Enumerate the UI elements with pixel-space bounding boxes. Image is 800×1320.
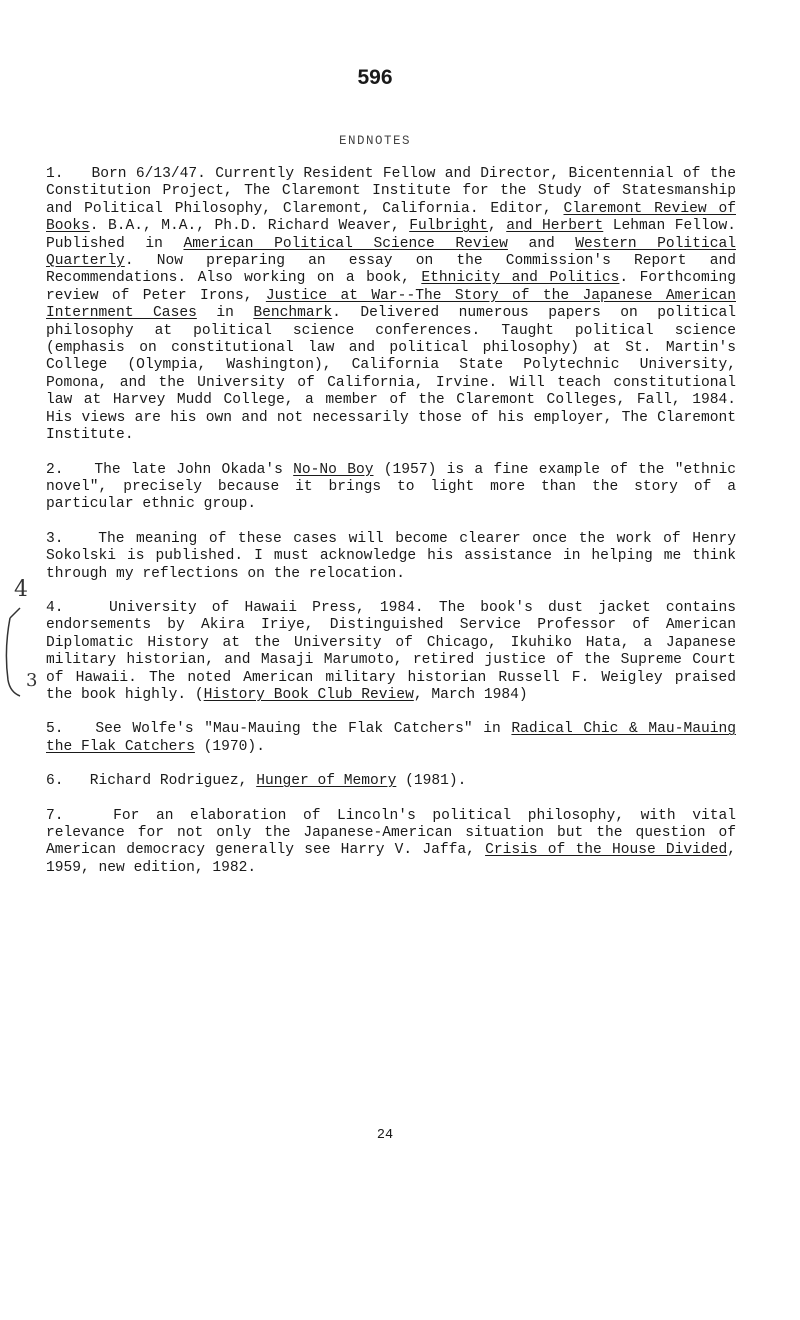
endnotes-list (46, 166, 736, 894)
endnote-number: 1. (46, 166, 64, 182)
note-text: in (196, 305, 254, 322)
underlined-title: Western Political Quarterly (46, 235, 736, 270)
note-text: . B.A., M.A., Ph.D. Richard Weaver, (89, 218, 410, 235)
underlined-title: Fulbright (409, 218, 489, 235)
underlined-title: History Book Club Review (203, 686, 414, 703)
footer-page-number: 24 (376, 1128, 394, 1143)
note-text: Lehman Fellow. Published in (46, 218, 737, 252)
underlined-title: and Herbert (506, 218, 604, 235)
handwritten-mark-3: 3 (26, 670, 38, 691)
endnote-number: 7. (46, 807, 64, 824)
note-text: (1957) is a fine example of the "ethnic novel", precisely because it brings to light more than the story of a particular ethnic group. (46, 461, 737, 513)
endnote-number: 4. (46, 599, 64, 616)
note-text: The late John Okada's (94, 461, 294, 478)
stamped-page-number: 596 (357, 66, 393, 89)
endnote-7 (46, 808, 736, 878)
endnote-3 (46, 531, 736, 583)
endnote-number: 6. (46, 773, 64, 790)
note-text: , 1959, new edition, 1982. (46, 842, 736, 876)
note-text: . Now preparing an essay on the Commission's Report and Recommendations. Also working on a book, (46, 253, 736, 287)
note-text: Born 6/13/47. Currently Resident Fellow and Director, Bicentennial of the Constitution Project, The Claremont Institute for the Study of Statesmanship and Political Philosophy, Claremont, California. Editor, (46, 166, 736, 217)
underlined-title: Crisis of the House Divided (485, 842, 728, 859)
note-text: (1981). (396, 773, 467, 790)
note-text: See Wolfe's "Mau-Mauing the Flak Catchers" in (95, 721, 512, 738)
note-text: The meaning of these cases will become clearer once the work of Henry Sokolski is published. I must acknowledge his assistance in helping me think through my reflections on the relocation. (46, 530, 737, 582)
note-text: University of Hawaii Press, 1984. The book's dust jacket contains endorsements by Akira Iriye, Distinguished Service Professor of American Diplomatic History at the University of Chicago, Ikuhiko Hata, a Japanese military historian, and Masaji Marumoto, retired justice of the Supreme Court of Hawaii. The noted American military historian Russell F. Weigley praised the book highly. ( (46, 599, 736, 703)
note-text: , (488, 218, 507, 235)
note-text: . Forthcoming review of Peter Irons, (46, 270, 736, 304)
endnote-5 (46, 721, 736, 756)
handwritten-bracket-icon (2, 600, 32, 720)
endnote-4 (46, 600, 736, 704)
endnote-2 (46, 462, 736, 514)
note-text: For an elaboration of Lincoln's political philosophy, with vital relevance for not only the Japanese-American situation but the question of American democracy generally see Harry V. Jaffa, (46, 807, 736, 859)
underlined-title: Hunger of Memory (256, 773, 397, 790)
underlined-title: Benchmark (253, 305, 333, 322)
note-text: Richard Rodriguez, (89, 773, 257, 790)
underlined-title: Justice at War--The Story of the Japanese American Internment Cases (46, 287, 736, 322)
endnotes-heading: ENDNOTES (338, 134, 411, 148)
note-text: (1970). (194, 738, 265, 755)
endnote-number: 5. (46, 721, 64, 738)
endnote-1 (46, 166, 736, 445)
endnote-number: 2. (46, 461, 64, 478)
endnote-6 (46, 773, 736, 790)
underlined-title: Ethnicity and Politics (421, 270, 620, 287)
underlined-title: No-No Boy (293, 461, 374, 478)
note-text: . Delivered numerous papers on political philosophy at political science conferences. Taught political science (emphasis on constitutional law and political philosophy) at St. Martin's College (Olympia, Washington), California State Polytechnic University, Pomona, and the University of California, Irvine. Will teach constitutional law at Harvey Mudd College, a member of the Claremont Colleges, Fall, 1984. His views are his own and not necessarily those of his employer, The Claremont Institute. (46, 305, 737, 444)
underlined-title: Radical Chic & Mau-Mauing the Flak Catchers (46, 721, 736, 755)
underlined-title: American Political Science Review (183, 235, 508, 252)
endnote-number: 3. (46, 530, 64, 547)
note-text: and (507, 235, 576, 252)
underlined-title: Claremont Review of Books (46, 200, 736, 235)
note-text: , March 1984) (413, 686, 528, 703)
handwritten-mark-4: 4 (14, 577, 28, 602)
